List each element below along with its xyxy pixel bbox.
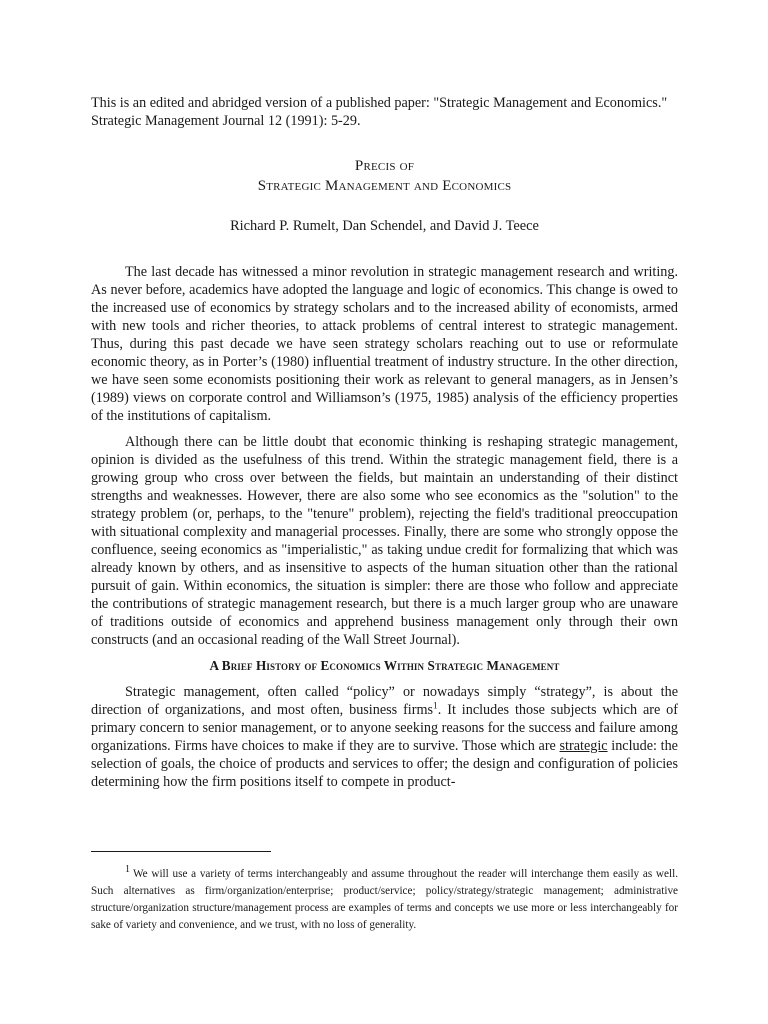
paragraph-2: Although there can be little doubt that economic thinking is reshaping strategic management, opinion is divided as the usefulness of this trend. Within the strategic management field, there is a growing group who cross over between the fields, but maintain an understanding of their distinct strengths and weaknesses. However, there are also some who see economics as the "solution" to the strategy problem (or, perhaps, to the "tenure" problem), rejecting the field's traditional preoccupation with situational complexity and managerial processes. Finally, there are some who strongly oppose the confluence, seeing economics as "imperialistic," as taking undue credit for formalizing that which was already known by others, and as insensitive to aspects of the human situation other than the rational pursuit of gain. Within economics, the situation is simpler: there are those who follow and appreciate the contributions of strategic management research, but there is a much larger group who are unaware of traditions outside of economics and apprehend business management only through their own constructs (and an occasional reading of the Wall Street Journal). [91, 434, 678, 648]
paragraph-3 [91, 683, 678, 791]
footnote-text: We will use a variety of terms interchangeably and assume throughout the reader will interchange them easily as well. Such alternatives as firm/organization/enterprise; product/service; policy/strategy/strategic management; administrative structure/organization structure/management process are examples of terms and concepts we use more or less interchangeably for sake of variety and convenience, and we trust, with no loss of generality. [91, 868, 678, 931]
paragraph-3-mid: . It includes those subjects which are of primary concern to senior management, or to anyone seeking reasons for the success and failure among organizations. Firms have choices to make if they are to survive. Those which are [91, 702, 679, 754]
title-line-2: Strategic Management and Economics [257, 178, 512, 194]
underlined-term: strategic [559, 738, 608, 754]
paper-title [91, 156, 678, 196]
publication-note: This is an edited and abridged version of a published paper: "Strategic Management and Economics." Strategic Management Journal 12 (1991): 5-29. [91, 95, 668, 129]
paper-body [91, 263, 678, 791]
author-list: Richard P. Rumelt, Dan Schendel, and David J. Teece [230, 218, 539, 234]
footnote-divider [91, 851, 271, 852]
title-line-1: Precis of [354, 158, 415, 174]
footnote-reference: 1 [433, 701, 438, 712]
paragraph-1: The last decade has witnessed a minor revolution in strategic management research and writing. As never before, academics have adopted the language and logic of economics. This change is owed to the increased use of economics by strategy scholars and to the increased ability of economists, armed with new tools and richer theories, to attack problems of central interest to strategic management. Thus, during this past decade we have seen strategy scholars reaching out to use or reformulate economic theory, as in Porter’s (1980) influential treatment of industry structure. In the other direction, we have seen some economists positioning their work as relevant to general managers, as in Jensen’s (1989) views on corporate control and Williamson’s (1975, 1985) analysis of the efficiency properties of the institutions of capitalism. [91, 264, 678, 424]
footnote [91, 866, 678, 934]
paragraph-3-start: Strategic management, often called “policy” or nowadays simply “strategy”, is about the direction of organizations, and most often, business firms [91, 684, 678, 718]
section-heading: A Brief History of Economics Within Strategic Management [209, 658, 560, 673]
paragraph-3-end: include: the selection of goals, the choice of products and services to offer; the design and configuration of policies determining how the firm positions itself to compete in product- [91, 738, 678, 790]
footnote-number: 1 [125, 864, 130, 876]
